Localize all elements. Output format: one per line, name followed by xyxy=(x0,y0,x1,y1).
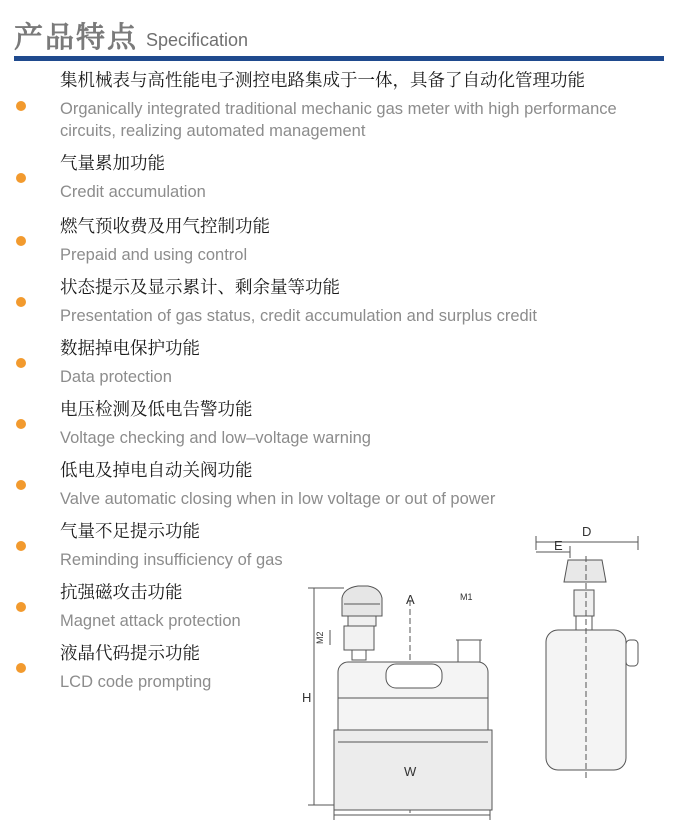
feature-cn: 抗强磁攻击功能 xyxy=(60,583,183,603)
feature-cn: 数据掉电保护功能 xyxy=(60,339,200,359)
dim-label-m1: M1 xyxy=(460,592,473,602)
dim-label-w: W xyxy=(404,764,417,779)
feature-en: LCD code prompting xyxy=(60,673,212,691)
bullet-dot-icon xyxy=(16,480,26,490)
dim-label-a: A xyxy=(406,592,415,607)
feature-en: Magnet attack protection xyxy=(60,612,241,630)
bullet-dot-icon xyxy=(16,419,26,429)
bullet-dot-icon xyxy=(16,602,26,612)
bullet-dot-icon xyxy=(16,541,26,551)
dim-label-e: E xyxy=(554,538,563,553)
feature-cn: 气量不足提示功能 xyxy=(60,522,200,542)
section-header xyxy=(14,14,664,62)
dim-label-h: H xyxy=(302,690,312,705)
header-rule xyxy=(14,56,664,61)
bullet-dot-icon xyxy=(16,663,26,673)
feature-cn: 集机械表与高性能电子测控电路集成于一体，具备了自动化管理功能 xyxy=(60,71,585,91)
bullet-dot-icon xyxy=(16,297,26,307)
gas-meter-technical-drawing xyxy=(300,520,650,830)
feature-en: Reminding insufficiency of gas xyxy=(60,551,283,569)
feature-en: Data protection xyxy=(60,368,172,386)
feature-cn: 低电及掉电自动关阀功能 xyxy=(60,461,253,481)
feature-cn: 气量累加功能 xyxy=(60,154,165,174)
section-title-cn: 产品特点 xyxy=(14,20,139,54)
feature-cn: 状态提示及显示累计、剩余量等功能 xyxy=(60,278,340,298)
bullet-dot-icon xyxy=(16,173,26,183)
feature-en: Organically integrated traditional mechanic gas meter with high performance circuits, realizing automated management xyxy=(60,100,617,140)
feature-en: Valve automatic closing when in low voltage or out of power xyxy=(60,490,496,508)
feature-en: Presentation of gas status, credit accumulation and surplus credit xyxy=(60,307,537,325)
bullet-dot-icon xyxy=(16,101,26,111)
feature-en: Credit accumulation xyxy=(60,183,206,201)
dim-label-m2: M2 xyxy=(315,631,325,644)
bullet-dot-icon xyxy=(16,236,26,246)
feature-cn: 燃气预收费及用气控制功能 xyxy=(60,217,270,237)
feature-en: Prepaid and using control xyxy=(60,246,248,264)
section-title-en: Specification xyxy=(146,30,249,50)
feature-en: Voltage checking and low–voltage warning xyxy=(60,429,371,447)
feature-cn: 电压检测及低电告警功能 xyxy=(60,400,253,420)
bullet-dot-icon xyxy=(16,358,26,368)
feature-cn: 液晶代码提示功能 xyxy=(60,644,200,664)
dim-label-d: D xyxy=(582,524,592,539)
